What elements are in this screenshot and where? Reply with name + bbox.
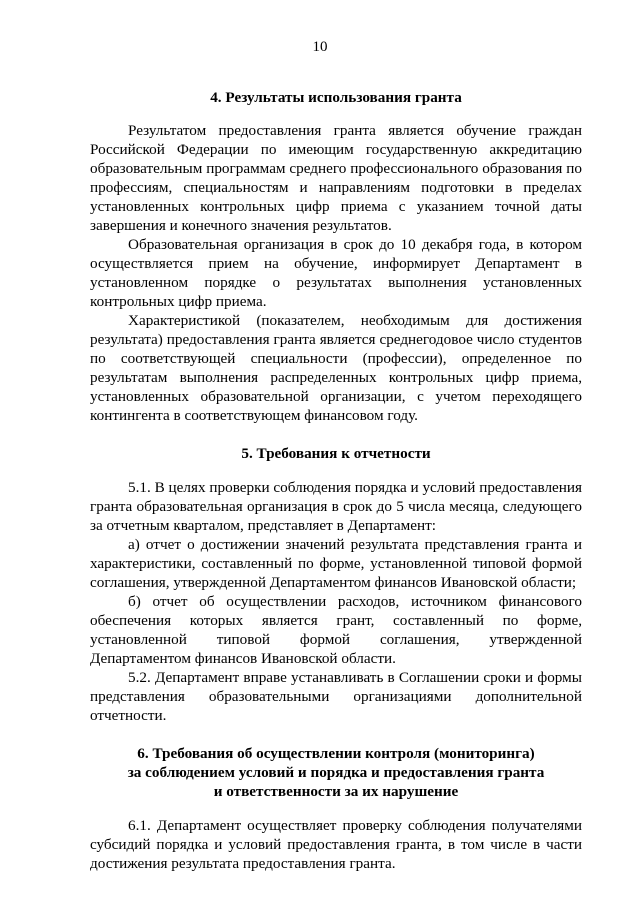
- section-4-heading: 4. Результаты использования гранта: [210, 89, 462, 106]
- section-5-paragraph-1: 5.1. В целях проверки соблюдения порядка и условий предоставления гранта образовательная организация в срок до 5 числа месяца, следующего за отчетным кварталом, представляет в Департамент:: [90, 479, 582, 534]
- page-number: 10: [312, 39, 328, 55]
- section-5-paragraph-4: 5.2. Департамент вправе устанавливать в Соглашении сроки и формы представления образовательными организациями дополнительной отчетности.: [90, 669, 582, 724]
- section-4-paragraph-3: Характеристикой (показателем, необходимым для достижения результата) предоставления гранта является среднегодовое число студентов по соответствующей специальности (профессии), определенное по результатам выполнения распределенных контрольных цифр приема, установленных образовательной организации, с учетом переходящего контингента в соответствующем финансовом году.: [90, 312, 582, 424]
- section-5-heading: 5. Требования к отчетности: [241, 445, 431, 462]
- section-4-paragraph-1: Результатом предоставления гранта является обучение граждан Российской Федерации по имеющим государственную аккредитацию образовательным программам среднего профессионального образования по профессиям, специальностям и направлениям подготовки в пределах установленных контрольных цифр приема с указанием точной даты завершения и конечного значения результатов.: [90, 122, 582, 234]
- section-5-paragraph-3: б) отчет об осуществлении расходов, источником финансового обеспечения которых является грант, составленный по форме, установленной типовой формой соглашения, утвержденной Департаментом финансов Ивановской области.: [90, 593, 582, 667]
- section-6-paragraph-1: 6.1. Департамент осуществляет проверку соблюдения получателями субсидий порядка и условий предоставления гранта, в том числе в части достижения результата предоставления гранта.: [90, 817, 582, 872]
- section-5-paragraph-2: а) отчет о достижении значений результата представления гранта и характеристики, составленный по форме, установленной типовой формой соглашения, утвержденной Департаментом финансов Ивановской области;: [90, 536, 582, 591]
- section-6-heading-line-1: 6. Требования об осуществлении контроля (мониторинга): [137, 745, 535, 762]
- section-6-heading: [90, 744, 582, 801]
- section-6-heading-line-2: за соблюдением условий и порядка и предоставления гранта: [127, 764, 545, 781]
- section-4-paragraph-2: Образовательная организация в срок до 10 декабря года, в котором осуществляется прием на обучение, информирует Департамент в установленном порядке о результатах выполнения установленных контрольных цифр приема.: [90, 236, 582, 310]
- document-body: [90, 88, 582, 873]
- section-6-heading-line-3: и ответственности за их нарушение: [213, 783, 459, 800]
